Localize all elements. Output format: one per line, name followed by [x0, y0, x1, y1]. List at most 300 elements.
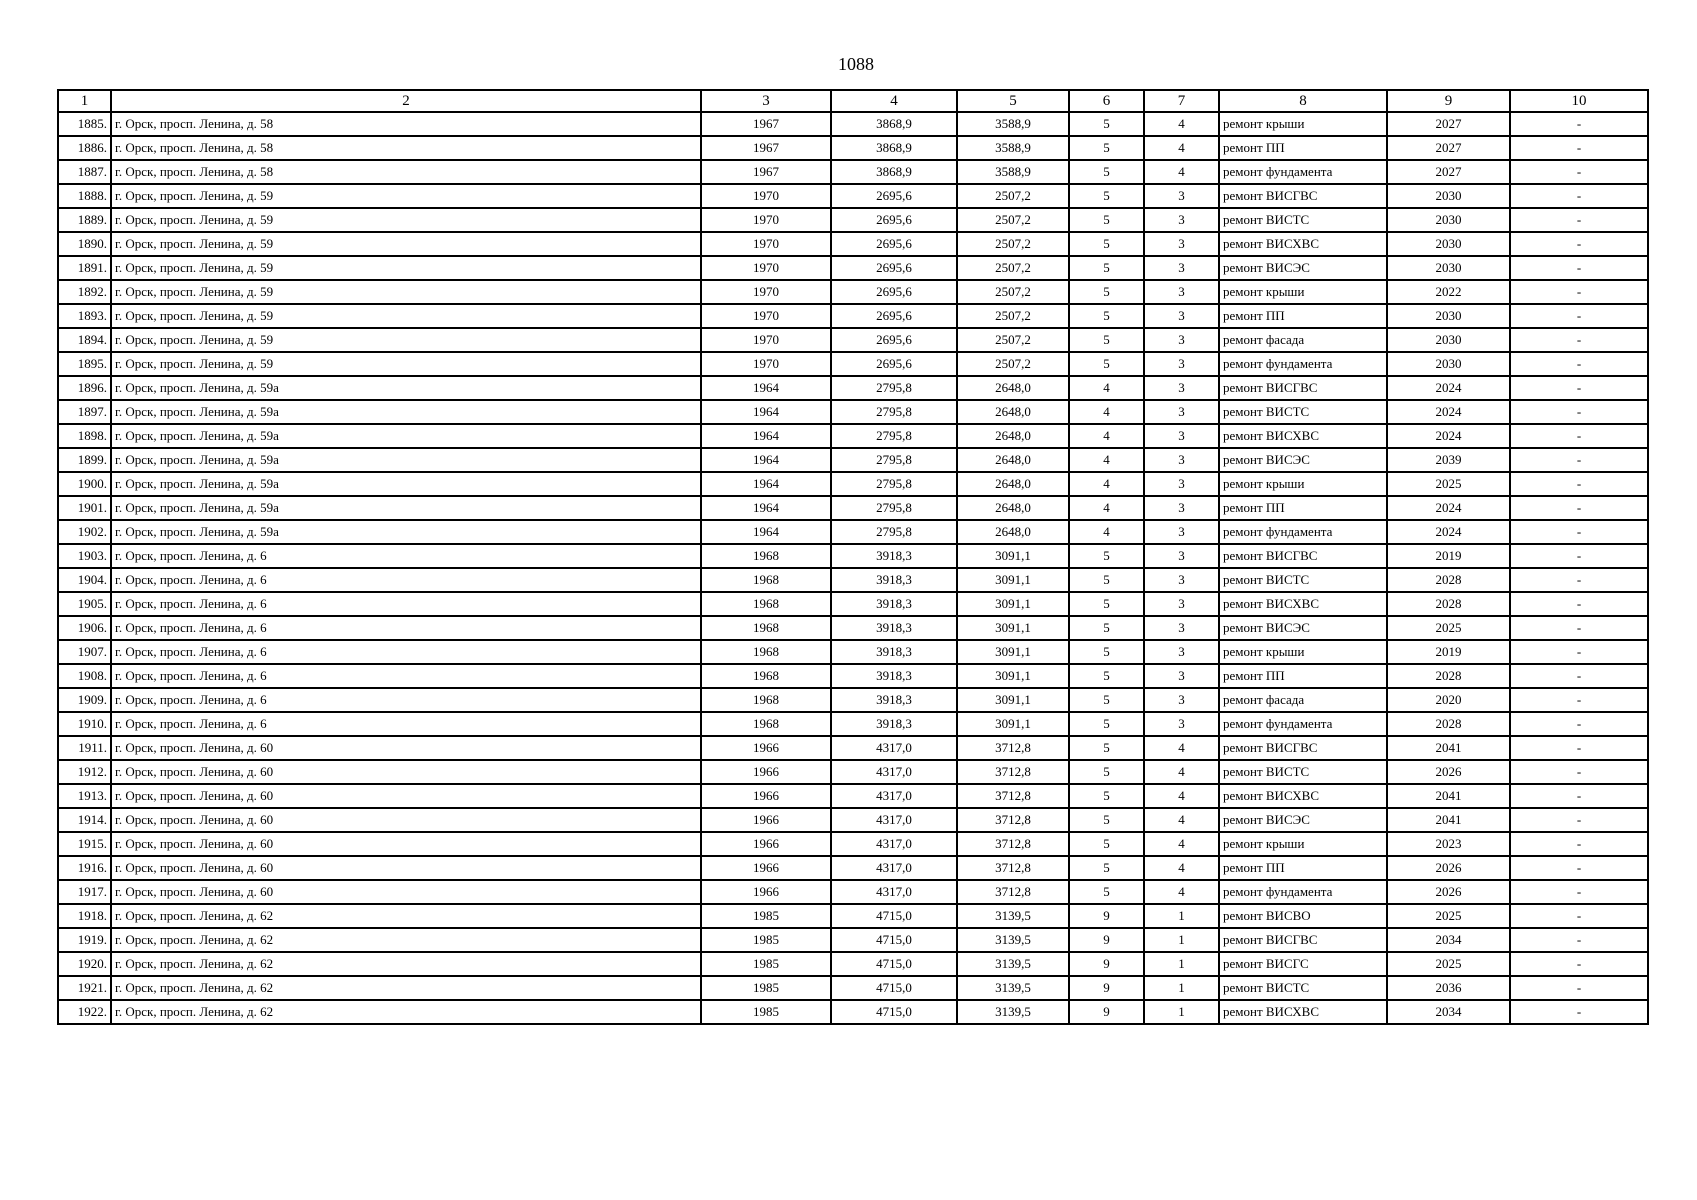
address-cell: г. Орск, просп. Ленина, д. 6	[111, 688, 701, 712]
row-number-cell: 1920.	[58, 952, 111, 976]
note-cell: -	[1510, 544, 1648, 568]
address-cell: г. Орск, просп. Ленина, д. 59	[111, 184, 701, 208]
living-area-cell: 3091,1	[957, 664, 1069, 688]
floors-cell: 5	[1069, 736, 1144, 760]
address-cell: г. Орск, просп. Ленина, д. 59	[111, 304, 701, 328]
living-area-cell: 3712,8	[957, 784, 1069, 808]
planned-year-cell: 2027	[1387, 112, 1510, 136]
floors-cell: 5	[1069, 856, 1144, 880]
address-cell: г. Орск, просп. Ленина, д. 6	[111, 640, 701, 664]
floors-cell: 5	[1069, 232, 1144, 256]
work-type-cell: ремонт ВИСЭС	[1219, 616, 1387, 640]
total-area-cell: 4317,0	[831, 808, 957, 832]
row-number-cell: 1907.	[58, 640, 111, 664]
planned-year-cell: 2030	[1387, 304, 1510, 328]
living-area-cell: 3712,8	[957, 856, 1069, 880]
floors-cell: 5	[1069, 256, 1144, 280]
work-type-cell: ремонт ВИСТС	[1219, 400, 1387, 424]
table-row	[58, 592, 1648, 616]
row-number-cell: 1919.	[58, 928, 111, 952]
floors-cell: 9	[1069, 952, 1144, 976]
planned-year-cell: 2030	[1387, 352, 1510, 376]
total-area-cell: 4317,0	[831, 760, 957, 784]
living-area-cell: 2507,2	[957, 304, 1069, 328]
address-cell: г. Орск, просп. Ленина, д. 62	[111, 952, 701, 976]
floors-cell: 5	[1069, 208, 1144, 232]
floors-cell: 5	[1069, 664, 1144, 688]
table-row	[58, 760, 1648, 784]
year-built-cell: 1970	[701, 232, 831, 256]
address-cell: г. Орск, просп. Ленина, д. 60	[111, 808, 701, 832]
planned-year-cell: 2022	[1387, 280, 1510, 304]
note-cell: -	[1510, 400, 1648, 424]
entrances-cell: 4	[1144, 736, 1219, 760]
total-area-cell: 4317,0	[831, 856, 957, 880]
table-row	[58, 256, 1648, 280]
planned-year-cell: 2024	[1387, 376, 1510, 400]
planned-year-cell: 2034	[1387, 1000, 1510, 1024]
year-built-cell: 1966	[701, 808, 831, 832]
living-area-cell: 3588,9	[957, 160, 1069, 184]
work-type-cell: ремонт крыши	[1219, 280, 1387, 304]
year-built-cell: 1964	[701, 448, 831, 472]
note-cell: -	[1510, 328, 1648, 352]
address-cell: г. Орск, просп. Ленина, д. 58	[111, 112, 701, 136]
floors-cell: 4	[1069, 448, 1144, 472]
living-area-cell: 3139,5	[957, 928, 1069, 952]
living-area-cell: 3712,8	[957, 736, 1069, 760]
entrances-cell: 4	[1144, 136, 1219, 160]
planned-year-cell: 2026	[1387, 856, 1510, 880]
table-row	[58, 640, 1648, 664]
work-type-cell: ремонт крыши	[1219, 472, 1387, 496]
total-area-cell: 3918,3	[831, 640, 957, 664]
planned-year-cell: 2027	[1387, 136, 1510, 160]
year-built-cell: 1964	[701, 376, 831, 400]
row-number-cell: 1918.	[58, 904, 111, 928]
row-number-cell: 1890.	[58, 232, 111, 256]
year-built-cell: 1985	[701, 952, 831, 976]
living-area-cell: 2507,2	[957, 352, 1069, 376]
entrances-cell: 3	[1144, 616, 1219, 640]
table-row	[58, 496, 1648, 520]
living-area-cell: 2507,2	[957, 184, 1069, 208]
year-built-cell: 1970	[701, 352, 831, 376]
floors-cell: 4	[1069, 496, 1144, 520]
floors-cell: 4	[1069, 424, 1144, 448]
entrances-cell: 3	[1144, 352, 1219, 376]
entrances-cell: 3	[1144, 688, 1219, 712]
row-number-cell: 1888.	[58, 184, 111, 208]
table-row	[58, 136, 1648, 160]
year-built-cell: 1964	[701, 496, 831, 520]
floors-cell: 5	[1069, 184, 1144, 208]
work-type-cell: ремонт ПП	[1219, 664, 1387, 688]
total-area-cell: 2695,6	[831, 256, 957, 280]
address-cell: г. Орск, просп. Ленина, д. 59	[111, 280, 701, 304]
floors-cell: 4	[1069, 520, 1144, 544]
row-number-cell: 1889.	[58, 208, 111, 232]
year-built-cell: 1968	[701, 592, 831, 616]
note-cell: -	[1510, 472, 1648, 496]
address-cell: г. Орск, просп. Ленина, д. 59	[111, 256, 701, 280]
row-number-cell: 1912.	[58, 760, 111, 784]
year-built-cell: 1966	[701, 856, 831, 880]
note-cell: -	[1510, 1000, 1648, 1024]
planned-year-cell: 2041	[1387, 808, 1510, 832]
note-cell: -	[1510, 112, 1648, 136]
year-built-cell: 1968	[701, 616, 831, 640]
year-built-cell: 1964	[701, 472, 831, 496]
living-area-cell: 2507,2	[957, 208, 1069, 232]
work-type-cell: ремонт ВИСЭС	[1219, 256, 1387, 280]
floors-cell: 5	[1069, 136, 1144, 160]
address-cell: г. Орск, просп. Ленина, д. 59	[111, 232, 701, 256]
living-area-cell: 3139,5	[957, 904, 1069, 928]
work-type-cell: ремонт ВИСТС	[1219, 976, 1387, 1000]
living-area-cell: 3139,5	[957, 1000, 1069, 1024]
table-row	[58, 280, 1648, 304]
table-row	[58, 232, 1648, 256]
planned-year-cell: 2023	[1387, 832, 1510, 856]
table-row	[58, 184, 1648, 208]
row-number-cell: 1899.	[58, 448, 111, 472]
living-area-cell: 2648,0	[957, 496, 1069, 520]
year-built-cell: 1968	[701, 664, 831, 688]
row-number-cell: 1898.	[58, 424, 111, 448]
living-area-cell: 3091,1	[957, 712, 1069, 736]
note-cell: -	[1510, 616, 1648, 640]
living-area-cell: 3091,1	[957, 688, 1069, 712]
row-number-cell: 1909.	[58, 688, 111, 712]
table-row	[58, 208, 1648, 232]
address-cell: г. Орск, просп. Ленина, д. 60	[111, 736, 701, 760]
year-built-cell: 1970	[701, 280, 831, 304]
table-row	[58, 448, 1648, 472]
work-type-cell: ремонт ВИСХВС	[1219, 784, 1387, 808]
note-cell: -	[1510, 664, 1648, 688]
living-area-cell: 2648,0	[957, 400, 1069, 424]
work-type-cell: ремонт фундамента	[1219, 520, 1387, 544]
row-number-cell: 1886.	[58, 136, 111, 160]
planned-year-cell: 2028	[1387, 568, 1510, 592]
note-cell: -	[1510, 712, 1648, 736]
entrances-cell: 3	[1144, 280, 1219, 304]
row-number-cell: 1894.	[58, 328, 111, 352]
total-area-cell: 3918,3	[831, 592, 957, 616]
total-area-cell: 3918,3	[831, 616, 957, 640]
page-number: 1088	[838, 54, 874, 74]
total-area-cell: 3868,9	[831, 136, 957, 160]
year-built-cell: 1964	[701, 520, 831, 544]
year-built-cell: 1968	[701, 568, 831, 592]
total-area-cell: 2695,6	[831, 280, 957, 304]
entrances-cell: 3	[1144, 376, 1219, 400]
row-number-cell: 1900.	[58, 472, 111, 496]
row-number-cell: 1895.	[58, 352, 111, 376]
year-built-cell: 1985	[701, 904, 831, 928]
work-type-cell: ремонт ВИСТС	[1219, 208, 1387, 232]
column-number-row	[58, 90, 1648, 112]
row-number-cell: 1897.	[58, 400, 111, 424]
table-row	[58, 112, 1648, 136]
table-row	[58, 952, 1648, 976]
planned-year-cell: 2020	[1387, 688, 1510, 712]
floors-cell: 5	[1069, 688, 1144, 712]
table-row	[58, 304, 1648, 328]
column-header: 10	[1510, 90, 1648, 112]
column-header: 1	[58, 90, 111, 112]
entrances-cell: 1	[1144, 928, 1219, 952]
living-area-cell: 2507,2	[957, 328, 1069, 352]
table-row	[58, 1000, 1648, 1024]
work-type-cell: ремонт фундамента	[1219, 880, 1387, 904]
planned-year-cell: 2024	[1387, 496, 1510, 520]
note-cell: -	[1510, 688, 1648, 712]
row-number-cell: 1911.	[58, 736, 111, 760]
repair-schedule-table	[57, 89, 1649, 1025]
row-number-cell: 1915.	[58, 832, 111, 856]
entrances-cell: 3	[1144, 640, 1219, 664]
note-cell: -	[1510, 928, 1648, 952]
note-cell: -	[1510, 208, 1648, 232]
planned-year-cell: 2030	[1387, 256, 1510, 280]
row-number-cell: 1904.	[58, 568, 111, 592]
entrances-cell: 3	[1144, 424, 1219, 448]
address-cell: г. Орск, просп. Ленина, д. 59а	[111, 520, 701, 544]
work-type-cell: ремонт фасада	[1219, 688, 1387, 712]
living-area-cell: 2648,0	[957, 520, 1069, 544]
total-area-cell: 2795,8	[831, 448, 957, 472]
table-row	[58, 472, 1648, 496]
planned-year-cell: 2025	[1387, 616, 1510, 640]
row-number-cell: 1893.	[58, 304, 111, 328]
address-cell: г. Орск, просп. Ленина, д. 58	[111, 136, 701, 160]
planned-year-cell: 2024	[1387, 400, 1510, 424]
row-number-cell: 1887.	[58, 160, 111, 184]
year-built-cell: 1970	[701, 328, 831, 352]
living-area-cell: 3712,8	[957, 760, 1069, 784]
living-area-cell: 2507,2	[957, 232, 1069, 256]
year-built-cell: 1966	[701, 832, 831, 856]
floors-cell: 5	[1069, 352, 1144, 376]
table-row	[58, 832, 1648, 856]
planned-year-cell: 2030	[1387, 328, 1510, 352]
entrances-cell: 4	[1144, 880, 1219, 904]
work-type-cell: ремонт фасада	[1219, 328, 1387, 352]
year-built-cell: 1966	[701, 880, 831, 904]
total-area-cell: 4715,0	[831, 1000, 957, 1024]
note-cell: -	[1510, 952, 1648, 976]
living-area-cell: 3712,8	[957, 808, 1069, 832]
entrances-cell: 4	[1144, 112, 1219, 136]
entrances-cell: 1	[1144, 976, 1219, 1000]
column-header: 8	[1219, 90, 1387, 112]
work-type-cell: ремонт ВИСГВС	[1219, 736, 1387, 760]
total-area-cell: 2695,6	[831, 184, 957, 208]
year-built-cell: 1970	[701, 256, 831, 280]
table-row	[58, 616, 1648, 640]
entrances-cell: 4	[1144, 160, 1219, 184]
note-cell: -	[1510, 784, 1648, 808]
row-number-cell: 1901.	[58, 496, 111, 520]
address-cell: г. Орск, просп. Ленина, д. 59а	[111, 424, 701, 448]
living-area-cell: 3139,5	[957, 952, 1069, 976]
floors-cell: 5	[1069, 616, 1144, 640]
entrances-cell: 4	[1144, 760, 1219, 784]
year-built-cell: 1968	[701, 640, 831, 664]
planned-year-cell: 2026	[1387, 760, 1510, 784]
row-number-cell: 1921.	[58, 976, 111, 1000]
planned-year-cell: 2030	[1387, 184, 1510, 208]
note-cell: -	[1510, 136, 1648, 160]
work-type-cell: ремонт ВИСХВС	[1219, 1000, 1387, 1024]
row-number-cell: 1891.	[58, 256, 111, 280]
living-area-cell: 3091,1	[957, 568, 1069, 592]
note-cell: -	[1510, 184, 1648, 208]
row-number-cell: 1902.	[58, 520, 111, 544]
floors-cell: 9	[1069, 928, 1144, 952]
entrances-cell: 3	[1144, 328, 1219, 352]
living-area-cell: 3588,9	[957, 112, 1069, 136]
total-area-cell: 2795,8	[831, 424, 957, 448]
row-number-cell: 1892.	[58, 280, 111, 304]
total-area-cell: 4317,0	[831, 784, 957, 808]
floors-cell: 4	[1069, 400, 1144, 424]
note-cell: -	[1510, 976, 1648, 1000]
total-area-cell: 3918,3	[831, 688, 957, 712]
floors-cell: 5	[1069, 304, 1144, 328]
entrances-cell: 3	[1144, 184, 1219, 208]
address-cell: г. Орск, просп. Ленина, д. 62	[111, 1000, 701, 1024]
entrances-cell: 3	[1144, 712, 1219, 736]
floors-cell: 9	[1069, 904, 1144, 928]
row-number-cell: 1917.	[58, 880, 111, 904]
planned-year-cell: 2019	[1387, 640, 1510, 664]
entrances-cell: 1	[1144, 1000, 1219, 1024]
address-cell: г. Орск, просп. Ленина, д. 59	[111, 328, 701, 352]
planned-year-cell: 2030	[1387, 208, 1510, 232]
floors-cell: 5	[1069, 832, 1144, 856]
address-cell: г. Орск, просп. Ленина, д. 60	[111, 880, 701, 904]
floors-cell: 5	[1069, 280, 1144, 304]
year-built-cell: 1968	[701, 688, 831, 712]
living-area-cell: 3712,8	[957, 880, 1069, 904]
address-cell: г. Орск, просп. Ленина, д. 59а	[111, 376, 701, 400]
table-row	[58, 328, 1648, 352]
living-area-cell: 3091,1	[957, 640, 1069, 664]
total-area-cell: 4715,0	[831, 904, 957, 928]
year-built-cell: 1968	[701, 712, 831, 736]
year-built-cell: 1985	[701, 1000, 831, 1024]
year-built-cell: 1968	[701, 544, 831, 568]
total-area-cell: 4715,0	[831, 928, 957, 952]
row-number-cell: 1885.	[58, 112, 111, 136]
planned-year-cell: 2039	[1387, 448, 1510, 472]
table-row	[58, 688, 1648, 712]
year-built-cell: 1985	[701, 928, 831, 952]
entrances-cell: 3	[1144, 256, 1219, 280]
entrances-cell: 3	[1144, 520, 1219, 544]
address-cell: г. Орск, просп. Ленина, д. 6	[111, 616, 701, 640]
entrances-cell: 4	[1144, 832, 1219, 856]
entrances-cell: 3	[1144, 496, 1219, 520]
year-built-cell: 1966	[701, 760, 831, 784]
floors-cell: 5	[1069, 712, 1144, 736]
table-row	[58, 400, 1648, 424]
row-number-cell: 1896.	[58, 376, 111, 400]
living-area-cell: 2648,0	[957, 424, 1069, 448]
table-row	[58, 976, 1648, 1000]
floors-cell: 5	[1069, 112, 1144, 136]
floors-cell: 4	[1069, 376, 1144, 400]
work-type-cell: ремонт фундамента	[1219, 352, 1387, 376]
planned-year-cell: 2019	[1387, 544, 1510, 568]
total-area-cell: 2795,8	[831, 472, 957, 496]
planned-year-cell: 2028	[1387, 712, 1510, 736]
total-area-cell: 2695,6	[831, 304, 957, 328]
row-number-cell: 1906.	[58, 616, 111, 640]
floors-cell: 9	[1069, 1000, 1144, 1024]
row-number-cell: 1916.	[58, 856, 111, 880]
column-header: 2	[111, 90, 701, 112]
note-cell: -	[1510, 232, 1648, 256]
floors-cell: 9	[1069, 976, 1144, 1000]
table-row	[58, 736, 1648, 760]
address-cell: г. Орск, просп. Ленина, д. 6	[111, 664, 701, 688]
entrances-cell: 3	[1144, 664, 1219, 688]
living-area-cell: 3091,1	[957, 616, 1069, 640]
year-built-cell: 1970	[701, 184, 831, 208]
column-header: 7	[1144, 90, 1219, 112]
floors-cell: 5	[1069, 640, 1144, 664]
total-area-cell: 2695,6	[831, 232, 957, 256]
table-row	[58, 568, 1648, 592]
address-cell: г. Орск, просп. Ленина, д. 6	[111, 592, 701, 616]
floors-cell: 5	[1069, 544, 1144, 568]
year-built-cell: 1966	[701, 784, 831, 808]
note-cell: -	[1510, 832, 1648, 856]
planned-year-cell: 2036	[1387, 976, 1510, 1000]
total-area-cell: 2695,6	[831, 208, 957, 232]
address-cell: г. Орск, просп. Ленина, д. 58	[111, 160, 701, 184]
total-area-cell: 2795,8	[831, 496, 957, 520]
table-row	[58, 376, 1648, 400]
planned-year-cell: 2028	[1387, 664, 1510, 688]
year-built-cell: 1970	[701, 208, 831, 232]
row-number-cell: 1903.	[58, 544, 111, 568]
work-type-cell: ремонт ПП	[1219, 304, 1387, 328]
address-cell: г. Орск, просп. Ленина, д. 59	[111, 208, 701, 232]
column-header: 9	[1387, 90, 1510, 112]
table-row	[58, 856, 1648, 880]
column-header: 3	[701, 90, 831, 112]
work-type-cell: ремонт фундамента	[1219, 712, 1387, 736]
work-type-cell: ремонт ВИСВО	[1219, 904, 1387, 928]
table-row	[58, 784, 1648, 808]
total-area-cell: 3918,3	[831, 544, 957, 568]
address-cell: г. Орск, просп. Ленина, д. 62	[111, 928, 701, 952]
work-type-cell: ремонт фундамента	[1219, 160, 1387, 184]
total-area-cell: 3868,9	[831, 112, 957, 136]
work-type-cell: ремонт крыши	[1219, 832, 1387, 856]
entrances-cell: 3	[1144, 472, 1219, 496]
table-row	[58, 352, 1648, 376]
total-area-cell: 2695,6	[831, 328, 957, 352]
address-cell: г. Орск, просп. Ленина, д. 59а	[111, 448, 701, 472]
note-cell: -	[1510, 880, 1648, 904]
entrances-cell: 3	[1144, 568, 1219, 592]
